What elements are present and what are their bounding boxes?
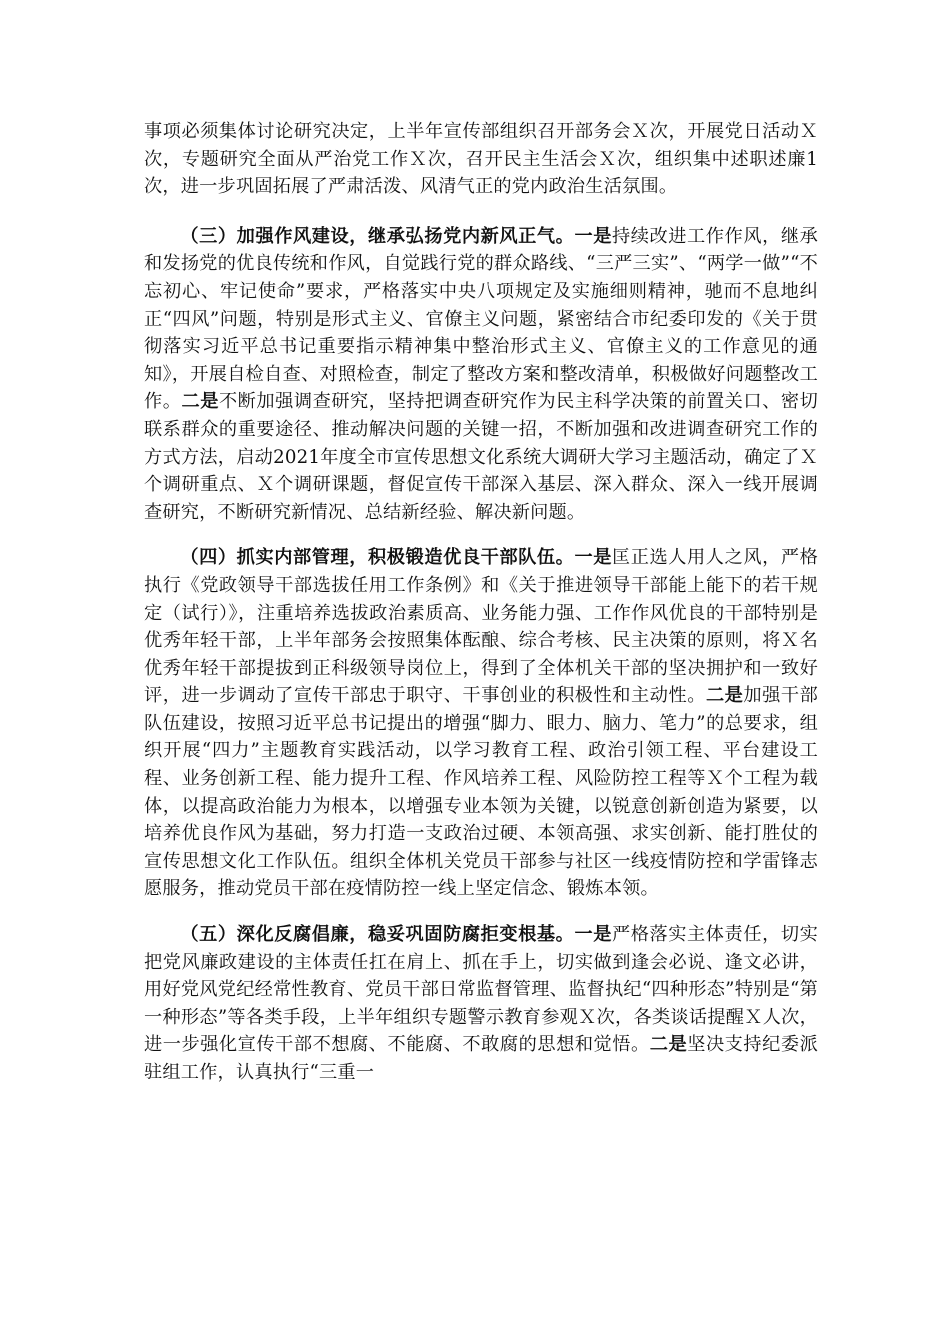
keyword-second: 二是	[181, 391, 219, 413]
keyword-first: 一是	[574, 547, 612, 569]
paragraph-text: 不断加强调查研究，坚持把调查研究作为民主科学决策的前置关口、密切联系群众的重要途径、推动解决问题的关键一招，不断加强和改进调查研究工作的方式方法，启动2021年度全市宣传思想文化系统大调研大学习主题活动，确定了Ｘ个调研重点、Ｘ个调研课题，督促宣传干部深入基层、深入群众、深入一线开展调查研究，不断研究新情况、总结新经验、解决新问题。	[144, 391, 818, 523]
keyword-first: 一是	[574, 225, 612, 247]
section-heading-4: （四）抓实内部管理，积极锻造优良干部队伍。	[180, 547, 575, 569]
keyword-first: 一是	[574, 924, 612, 946]
paragraph-3	[144, 544, 818, 903]
paragraph-4	[144, 921, 818, 1087]
paragraph-2	[144, 223, 818, 527]
paragraph-text: 匡正选人用人之风，严格执行《党政领导干部选拔任用工作条例》和《关于推进领导干部能上能下的若干规定（试行）》，注重培养选拔政治素质高、业务能力强、工作作风优良的干部特别是优秀年轻干部，上半年部务会按照集体酝酿、综合考核、民主决策的原则，将Ｘ名优秀年轻干部提拔到正科级领导岗位上，得到了全体机关干部的坚决拥护和一致好评，进一步调动了宣传干部忠于职守、干事创业的积极性和主动性。	[144, 547, 818, 707]
paragraph-text: 加强干部队伍建设，按照习近平总书记提出的增强“脚力、眼力、脑力、笔力”的总要求，组织开展“四力”主题教育实践活动，以学习教育工程、政治引领工程、平台建设工程、业务创新工程、能力提升工程、作风培养工程、风险防控工程等Ｘ个工程为载体，以提高政治能力为根本，以增强专业本领为关键，以锐意创新创造为紧要，以培养优良作风为基础，努力打造一支政治过硬、本领高强、求实创新、能打胜仗的宣传思想文化工作队伍。组织全体机关党员干部参与社区一线疫情防控和学雷锋志愿服务，推动党员干部在疫情防控一线上坚定信念、锻炼本领。	[144, 685, 818, 900]
paragraph-text: 持续改进工作作风，继承和发扬党的优良传统和作风，自觉践行党的群众路线、“三严三实”、“两学一做”“不忘初心、牢记使命”要求，严格落实中央八项规定及实施细则精神，驰而不息地纠正“四风”问题，特别是形式主义、官僚主义问题，紧密结合市纪委印发的《关于贯彻落实习近平总书记重要指示精神集中整治形式主义、官僚主义的工作意见的通知》，开展自检自查、对照检查，制定了整改方案和整改清单，积极做好问题整改工作。	[144, 225, 818, 413]
section-heading-3: （三）加强作风建设，继承弘扬党内新风正气。	[180, 225, 575, 247]
paragraph-text: 坚决支持纪委派驻组工作，认真执行“三重一	[144, 1034, 818, 1083]
paragraph-text: 事项必须集体讨论研究决定，上半年宣传部组织召开部务会Ｘ次，开展党日活动Ｘ次，专题研究全面从严治党工作Ｘ次，召开民主生活会Ｘ次，组织集中述职述廉1次，进一步巩固拓展了严肃活泼、风清气正的党内政治生活氛围。	[144, 121, 818, 198]
keyword-second: 二是	[705, 685, 744, 707]
paragraph-1	[144, 118, 818, 201]
keyword-second: 二是	[649, 1034, 688, 1056]
paragraph-text: 严格落实主体责任，切实把党风廉政建设的主体责任扛在肩上、抓在手上，切实做到逢会必说、逢文必讲，用好党风党纪经常性教育、党员干部日常监督管理、监督执纪“四种形态”特别是“第一种形态”等各类手段，上半年组织专题警示教育参观Ｘ次，各类谈话提醒Ｘ人次，进一步强化宣传干部不想腐、不能腐、不敢腐的思想和觉悟。	[144, 924, 818, 1056]
section-heading-5: （五）深化反腐倡廉，稳妥巩固防腐拒变根基。	[180, 924, 575, 946]
